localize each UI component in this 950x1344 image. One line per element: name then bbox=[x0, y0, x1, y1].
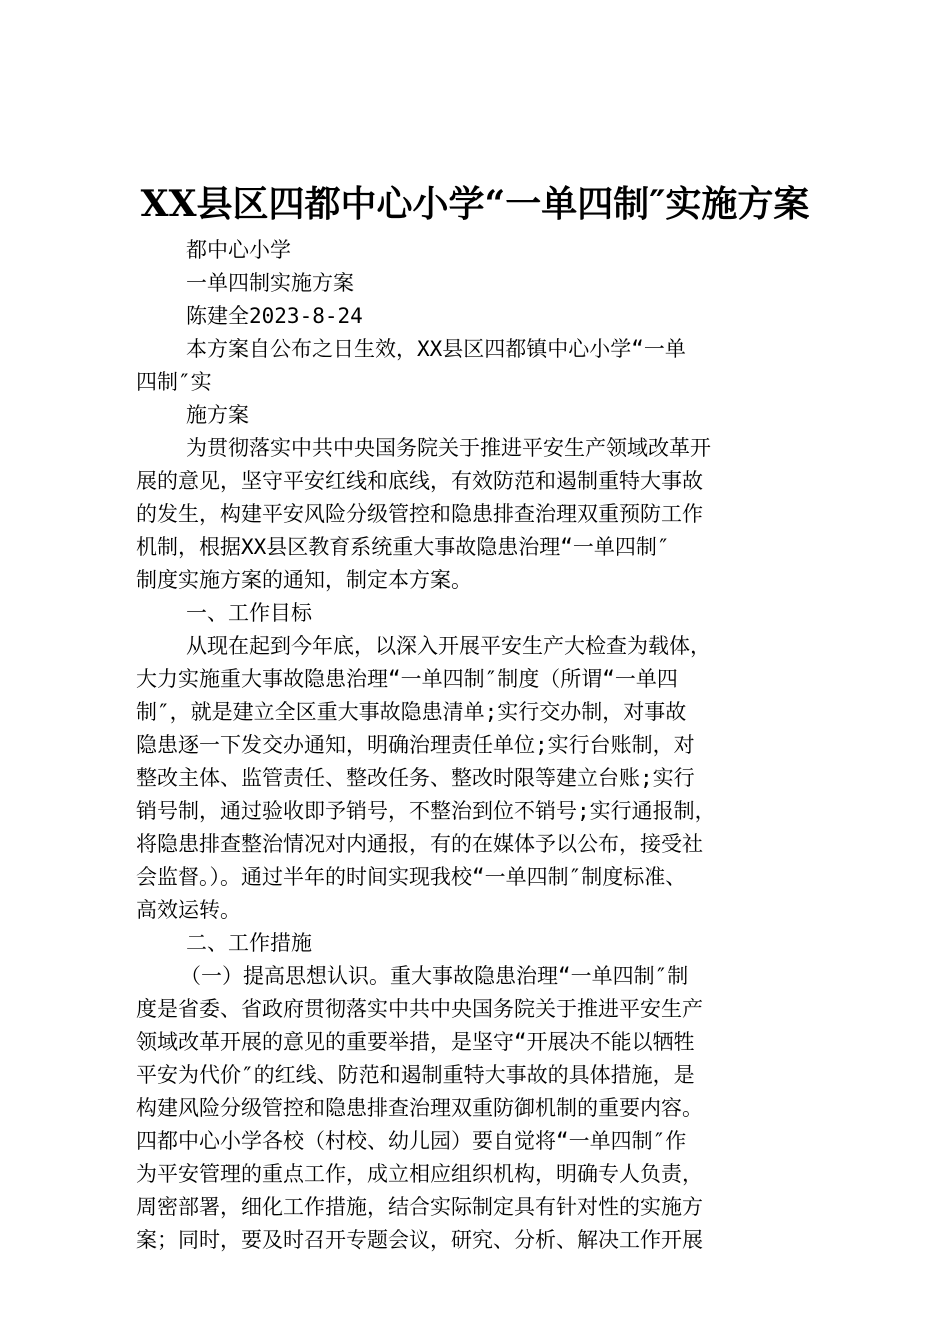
paragraph-line: 制度实施方案的通知，制定本方案。 bbox=[136, 568, 472, 592]
paragraph-line: 案；同时，要及时召开专题会议，研究、分析、解决工作开展 bbox=[136, 1228, 703, 1252]
paragraph-line: 构建风险分级管控和隐患排查治理双重防御机制的重要内容。 bbox=[136, 1096, 703, 1120]
paragraph-line: 平安为代价″的红线、防范和遏制重特大事故的具体措施，是 bbox=[136, 1063, 695, 1087]
paragraph-line: 为贯彻落实中共中央国务院关于推进平安生产领域改革开 bbox=[186, 436, 711, 460]
paragraph-line: 领域改革开展的意见的重要举措，是坚守“开展决不能以牺牲 bbox=[136, 1030, 695, 1054]
paragraph-line: 都中心小学 bbox=[186, 238, 291, 262]
paragraph-line: 从现在起到今年底，以深入开展平安生产大检查为载体， bbox=[186, 634, 711, 658]
paragraph-line: 本方案自公布之日生效，XX县区四都镇中心小学“一单 bbox=[186, 337, 686, 361]
paragraph-line: 施方案 bbox=[186, 403, 249, 427]
paragraph-line: 高效运转。 bbox=[136, 898, 241, 922]
paragraph-line: 销号制，通过验收即予销号，不整治到位不销号;实行通报制， bbox=[136, 799, 716, 823]
paragraph-line: 制″，就是建立全区重大事故隐患清单;实行交办制，对事故 bbox=[136, 700, 687, 724]
paragraph-line: 陈建全2023-8-24 bbox=[186, 304, 363, 328]
paragraph-line: 为平安管理的重点工作，成立相应组织机构，明确专人负责， bbox=[136, 1162, 703, 1186]
paragraph-line: 机制，根据XX县区教育系统重大事故隐患治理“一单四制″ bbox=[136, 535, 670, 559]
paragraph-line: 隐患逐一下发交办通知，明确治理责任单位;实行台账制，对 bbox=[136, 733, 695, 757]
document-title: XX县区四都中心小学“一单四制″实施方案 bbox=[140, 183, 810, 225]
paragraph-line: 会监督。）。通过半年的时间实现我校“一单四制″制度标准、 bbox=[136, 865, 687, 889]
paragraph-line: （一）提高思想认识。重大事故隐患治理“一单四制″制 bbox=[180, 964, 689, 988]
paragraph-line: 展的意见，坚守平安红线和底线，有效防范和遏制重特大事故 bbox=[136, 469, 703, 493]
paragraph-line: 整改主体、监管责任、整改任务、整改时限等建立台账;实行 bbox=[136, 766, 695, 790]
paragraph-line: 的发生，构建平安风险分级管控和隐患排查治理双重预防工作 bbox=[136, 502, 703, 526]
paragraph-line: 大力实施重大事故隐患治理“一单四制″制度（所谓“一单四 bbox=[136, 667, 678, 691]
paragraph-line: 四都中心小学各校（村校、幼儿园）要自觉将“一单四制″作 bbox=[136, 1129, 687, 1153]
paragraph-line: 度是省委、省政府贯彻落实中共中央国务院关于推进平安生产 bbox=[136, 997, 703, 1021]
paragraph-line: 周密部署，细化工作措施，结合实际制定具有针对性的实施方 bbox=[136, 1195, 703, 1219]
section-heading: 二、工作措施 bbox=[186, 931, 312, 955]
paragraph-line: 一单四制实施方案 bbox=[186, 271, 354, 295]
paragraph-line: 将隐患排查整治情况对内通报，有的在媒体予以公布，接受社 bbox=[136, 832, 703, 856]
paragraph-line: 四制″实 bbox=[136, 370, 212, 394]
section-heading: 一、工作目标 bbox=[186, 601, 312, 625]
document-body bbox=[136, 234, 826, 1257]
